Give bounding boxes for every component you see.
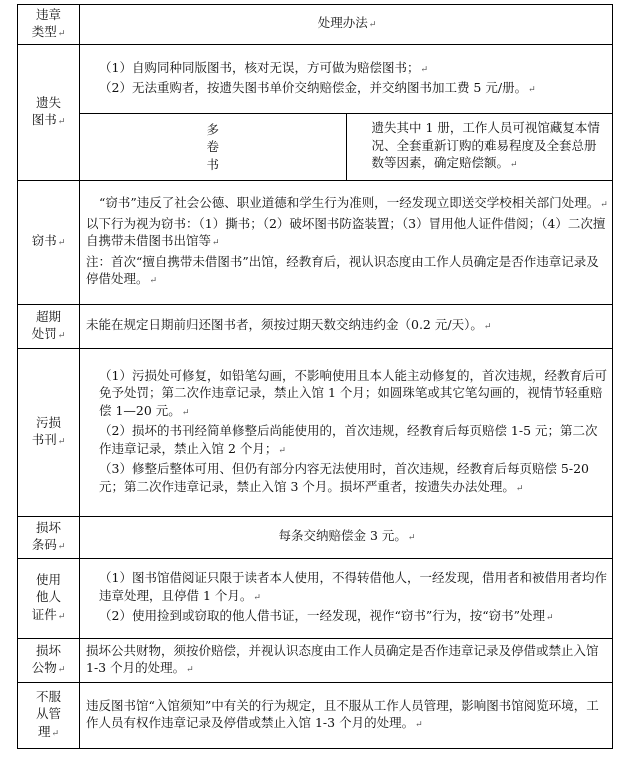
rules-table	[17, 4, 613, 749]
row-barcode	[18, 517, 613, 559]
paragraph-mark: ↵	[57, 665, 66, 675]
paragraph-mark: ↵	[415, 720, 423, 730]
paragraph-mark: ↵	[181, 407, 190, 418]
row-type-cell	[18, 559, 80, 639]
paragraph-mark: ↵	[515, 483, 524, 494]
row-type-cell	[18, 305, 80, 349]
paragraph-mark: ↵	[212, 238, 220, 249]
lost-books-inner	[80, 46, 612, 180]
paragraph-mark: ↵	[528, 85, 536, 96]
header-type-cell	[18, 5, 80, 45]
row-content-cell	[80, 45, 613, 181]
row-content-cell	[80, 639, 613, 683]
paragraph-mark: ↵	[57, 611, 66, 622]
paragraph-mark: ↵	[407, 533, 416, 544]
paragraph-mark: ↵	[51, 728, 60, 739]
sub-type-cell	[80, 114, 346, 180]
row-overdue	[18, 305, 613, 349]
row-damaged	[18, 349, 613, 517]
rule-line: 注：首次“擅自携带未借图书”出馆，经教育后，视认识态度由工作人员确定是否作违章记录及停借处理。↵	[86, 253, 599, 287]
row-type: 遗失图书↵	[31, 94, 66, 127]
row-others-card	[18, 559, 613, 639]
sub-type: 多卷书	[206, 121, 219, 172]
row-content-cell	[80, 349, 613, 517]
header-method-cell: 处理办法↵	[80, 5, 613, 45]
paragraph-mark: ↵	[420, 64, 429, 75]
rule-line: （1）自购同种同版图书，核对无误，方可做为赔偿图书；↵	[99, 59, 429, 75]
row-type-cell	[18, 639, 80, 683]
paragraph-mark: ↵	[57, 238, 66, 249]
paragraph-mark: ↵	[57, 331, 66, 341]
rule-line: （3）修整后整体可用、但仍有部分内容无法使用时，首次违规，经教育后每页赔偿 5-20 元；第二次作违章记录，禁止入馆 3 个月。损坏严重者，按遗失办法处理。↵	[99, 461, 590, 494]
row-type-cell	[18, 349, 80, 517]
row-type: 窃书↵	[31, 233, 66, 249]
row-type: 损坏条码↵	[31, 519, 66, 552]
paragraph-mark: ↵	[57, 29, 66, 39]
rule-line: （1）图书馆借阅证只限于读者本人使用，不得转借他人，一经发现，借用者和被借用者均作违章处理，且停借 1 个月。↵	[99, 570, 607, 603]
rule-line: 损坏公共财物，须按价赔偿，并视认识态度由工作人员确定是否作违章记录及停借或禁止入馆 1-3 个月的处理。↵	[86, 642, 599, 675]
sub-content-cell	[346, 114, 612, 180]
paragraph-mark: ↵	[149, 276, 158, 287]
row-type: 污损书刊↵	[31, 414, 66, 447]
row-content-cell	[80, 517, 613, 559]
row-public-property	[18, 639, 613, 683]
row-content-cell	[80, 181, 613, 305]
row-type-cell	[18, 683, 80, 749]
row-disobey	[18, 683, 613, 749]
rule-line: （1）污损处可修复，如铅笔勾画，不影响使用且本人能主动修复的，首次违规，经教育后可免予处罚；第二次作违章记录，禁止入馆 1 个月；如圆珠笔或其它笔勾画的，视情节轻重赔偿 1—20 元。↵	[99, 367, 607, 418]
paragraph-mark: ↵	[57, 117, 66, 127]
rule-line: 未能在规定日期前归还图书者，须按过期天数交纳违约金（0.2 元/天）。↵	[86, 317, 492, 333]
rule-line: （2）损坏的书刊经简单修整后尚能使用的，首次违规，经教育后每页赔偿 1-5 元；第二次作违章记录，禁止入馆 2 个月；↵	[99, 423, 598, 456]
paragraph-mark: ↵	[600, 200, 608, 211]
rule-line: 遗失其中 1 册，工作人员可视馆藏复本情况、全套重新订购的难易程度及全套总册数等因素，确定赔偿额。↵	[371, 120, 600, 170]
rule-line: 以下行为视为窃书：（1）撕书；（2）破坏图书防盗装置；（3）冒用他人证件借阅；（4）二次擅自携带未借图书出馆等↵	[86, 215, 606, 249]
row-theft	[18, 181, 613, 305]
paragraph-mark: ↵	[483, 322, 492, 333]
row-content-cell	[80, 559, 613, 639]
row-type: 使用他人证件↵	[31, 571, 66, 622]
paragraph-mark: ↵	[186, 665, 194, 675]
paragraph-mark: ↵	[57, 542, 66, 552]
rule-line: （2）无法重购者，按遗失图书单价交纳赔偿金，并交纳图书加工费 5 元/册。↵	[99, 80, 536, 96]
row-type: 不服从管理↵	[35, 688, 61, 739]
row-type-cell	[18, 181, 80, 305]
paragraph-mark: ↵	[510, 160, 518, 170]
row-content-cell	[80, 305, 613, 349]
rule-line: “窃书”违反了社会公德、职业道德和学生行为准则，一经发现立即送交学校相关部门处理。↵	[99, 195, 608, 211]
header-type: 违章类型↵	[31, 6, 66, 39]
rule-line: （2）使用捡到或窃取的他人借书证，一经发现，视作“窃书”行为，按“窃书”处理↵	[99, 608, 554, 624]
row-type-cell	[18, 45, 80, 181]
row-lost-books	[18, 45, 613, 181]
rule-line: 每条交纳赔偿金 3 元。↵	[278, 528, 416, 544]
row-type: 损坏公物↵	[31, 642, 66, 675]
paragraph-mark: ↵	[253, 592, 261, 603]
rule-line: 违反图书馆“入馆须知”中有关的行为规定，且不服从工作人员管理，影响图书馆阅览环境，工作人员有权作违章记录及停借或禁止入馆 1-3 个月的处理。↵	[86, 697, 599, 730]
header-row	[18, 5, 613, 45]
row-type-cell	[18, 517, 80, 559]
row-content-cell	[80, 683, 613, 749]
header-method: 处理办法	[317, 15, 368, 31]
row-type: 超期处罚↵	[31, 308, 66, 341]
paragraph-mark: ↵	[546, 613, 554, 624]
paragraph-mark: ↵	[278, 445, 286, 456]
paragraph-mark: ↵	[57, 437, 66, 447]
